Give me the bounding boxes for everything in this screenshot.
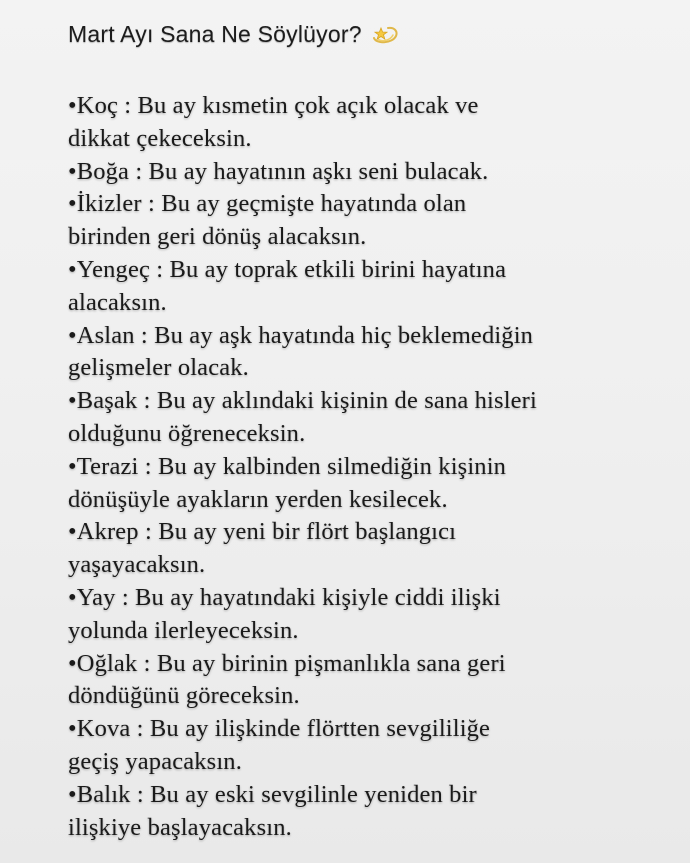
list-item-line: •Oğlak : Bu ay birinin pişmanlıkla sana geri	[68, 649, 506, 677]
list-item-line: •Balık : Bu ay eski sevgilinle yeniden bir	[68, 780, 477, 808]
list-item-line: •Yay : Bu ay hayatındaki kişiyle ciddi ilişki	[68, 583, 501, 611]
title-row	[68, 6, 668, 62]
dizzy-star-icon	[370, 24, 400, 46]
list-item	[68, 385, 668, 451]
list-item-line: olduğunu öğreneceksin.	[68, 419, 306, 447]
list-item	[68, 254, 668, 320]
list-item	[68, 779, 668, 845]
list-item-line: •Terazi : Bu ay kalbinden silmediğin kişinin	[68, 452, 507, 480]
horoscope-list	[68, 90, 668, 844]
list-item	[68, 713, 668, 779]
list-item-line: •İkizler : Bu ay geçmişte hayatında olan	[68, 190, 467, 218]
list-item-line: ilişkiye başlayacaksın.	[68, 813, 292, 841]
list-item	[68, 156, 668, 189]
list-item-line: •Koç : Bu ay kısmetin çok açık olacak ve	[68, 92, 479, 119]
list-item-line: döndüğünü göreceksin.	[68, 682, 300, 710]
list-item-line: •Kova : Bu ay ilişkinde flörtten sevgililiğe	[68, 715, 491, 743]
list-item-line: •Başak : Bu ay aklındaki kişinin de sana hisleri	[68, 387, 537, 415]
list-item	[68, 582, 668, 648]
list-item-line: birinden geri dönüş alacaksın.	[68, 223, 367, 251]
list-item-line: yolunda ilerleyeceksin.	[68, 616, 299, 644]
list-item-line: •Aslan : Bu ay aşk hayatında hiç beklemediğin	[68, 321, 534, 349]
list-item-line: dikkat çekeceksin.	[68, 124, 252, 152]
list-item-line: •Boğa : Bu ay hayatının aşkı seni bulacak.	[68, 157, 489, 185]
list-item-line: yaşayacaksın.	[68, 551, 206, 579]
list-item	[68, 188, 668, 254]
list-item-line: gelişmeler olacak.	[68, 354, 249, 382]
list-item	[68, 90, 668, 156]
list-item-line: alacaksın.	[68, 288, 167, 316]
list-item-line: dönüşüyle ayakların yerden kesilecek.	[68, 485, 448, 513]
list-item	[68, 516, 668, 582]
list-item	[68, 320, 668, 386]
page-title: Mart Ayı Sana Ne Söylüyor?	[68, 20, 362, 47]
list-item-line: •Akrep : Bu ay yeni bir flört başlangıcı	[68, 518, 457, 546]
list-item-line: geçiş yapacaksın.	[68, 747, 242, 775]
list-item	[68, 648, 668, 714]
list-item-line: •Yengeç : Bu ay toprak etkili birini hayatına	[68, 255, 507, 283]
list-item	[68, 451, 668, 517]
story-text-card	[68, 6, 668, 844]
